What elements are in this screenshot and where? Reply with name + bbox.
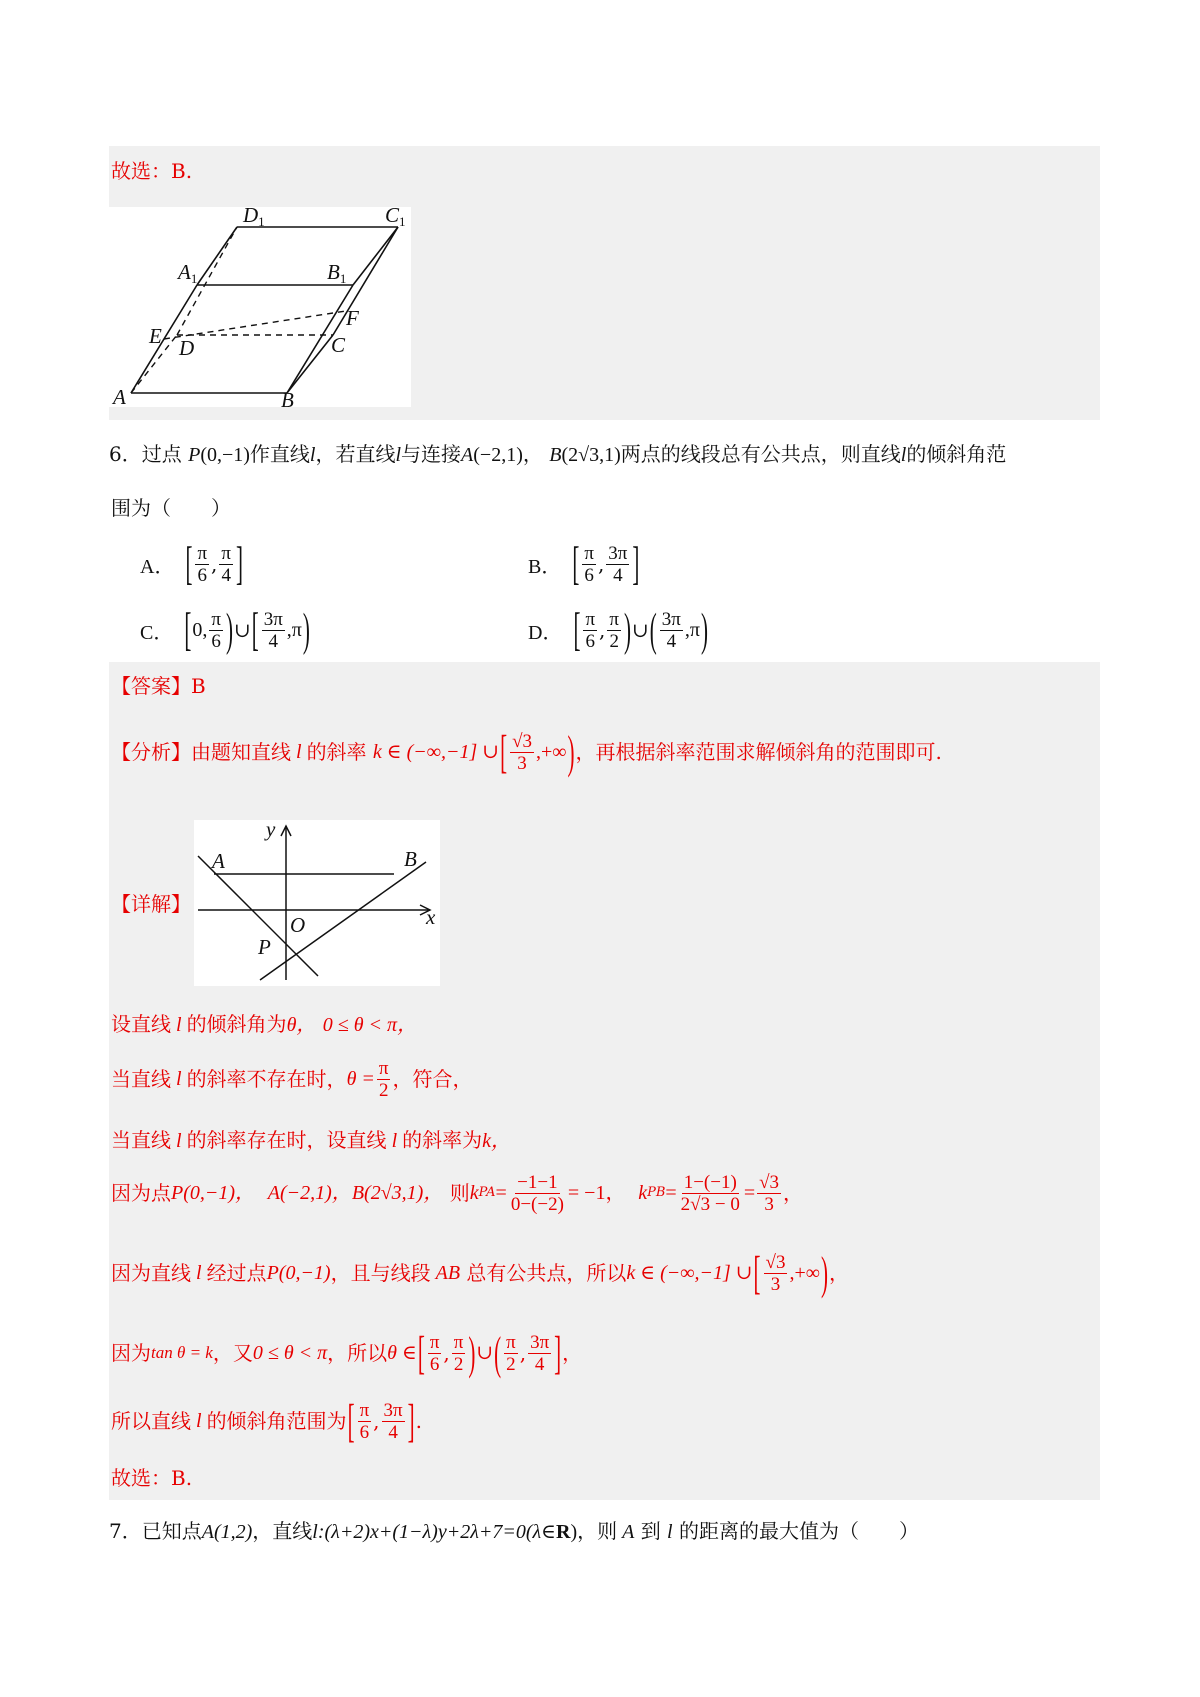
label-C1: C1 — [385, 207, 406, 229]
q6-option-c[interactable]: C． [ 0, $\frac{\pi}{6}$ ) ∪ [ $\frac{3\pi}{4}$ ,π ) — [140, 602, 310, 656]
q6-option-d[interactable]: D． [ $\frac{\pi}{6}$ , $\frac{\pi}{2}$ ) ∪ ( $\frac{3\pi}{4}$ ,π ) — [528, 602, 708, 656]
label-B: B — [404, 847, 417, 871]
label-D: D — [179, 336, 195, 360]
detail-conclusion: 故选：B. — [111, 1466, 193, 1490]
label-A: A — [113, 385, 126, 407]
label-y: y — [266, 820, 276, 841]
label-x: x — [426, 905, 436, 929]
parallelepiped-figure — [109, 207, 411, 407]
detail-step-6: 因为 tan θ = k ，又 0 ≤ θ < π ，所以 θ ∈ [ $\frac{\pi}{6}$ , $\frac{\pi}{2}$ ) ∪ ( $\frac{\pi}{2}$ , $\frac{3\pi}{4}$ ] ， — [111, 1326, 583, 1380]
detail-step-5: 因为直线 l 经过点 P(0,−1) ，且与线段 AB 总有公共点，所以 k ∈ (−∞,−1] ∪ [ $\frac{√3}{3}$ ,+∞ ) ， — [111, 1246, 850, 1300]
label-P: P — [258, 935, 271, 959]
detail-step-4: 因为点 P(0,−1)， A(−2,1)， B(2√3,1)， 则 k PA = $\frac{-1-1}{0-(-2)}$ = −1， k PB = $\frac{1-(-1)}{2√3 - 0}$ = $\frac{√3}{3}$ ， — [111, 1171, 804, 1215]
label-B1: B1 — [327, 260, 347, 286]
analysis-line: 【分析】 由题知直线 l 的斜率 k ∈ (−∞,−1] ∪ [ $\frac{√3}{3}$ ,+∞ ) ，再根据斜率范围求解倾斜角的范围即可. — [111, 725, 942, 779]
q6-stem-line2: 围为（ ） — [111, 496, 231, 520]
label-A1: A1 — [178, 260, 198, 286]
q6-option-b[interactable]: B． [ $\frac{\pi}{6}$ , $\frac{3\pi}{4}$ ] — [528, 536, 640, 590]
detail-tag: 【详解】 — [111, 892, 191, 916]
q6-stem-line1: 6．过点 P(0,−1)作直线l，若直线l与连接A(−2,1)， B(2√3,1)两点的线段总有公共点，则直线l的倾斜角范 — [109, 442, 1007, 466]
detail-step-1: 设直线 l 的倾斜角为θ， 0 ≤ θ < π， — [111, 1012, 418, 1036]
label-A: A — [212, 849, 225, 873]
prev-conclusion: 故选：B. — [111, 159, 193, 183]
detail-step-7: 所以直线 l 的倾斜角范围为 [ $\frac{\pi}{6}$ , $\frac{3\pi}{4}$ ] . — [111, 1394, 422, 1448]
detail-step-3: 当直线 l 的斜率存在时，设直线 l 的斜率为k， — [111, 1128, 512, 1152]
coordinate-figure — [194, 820, 440, 986]
answer-line: 【答案】B — [111, 674, 206, 698]
label-O: O — [290, 913, 306, 937]
q7-stem: 7．已知点A(1,2)，直线l:(λ+2)x+(1−λ)y+2λ+7=0(λ∈R)，则 A 到 l 的距离的最大值为（ ） — [109, 1519, 919, 1543]
detail-step-2: 当直线 l 的斜率不存在时， θ = $\frac{\pi}{2}$ ，符合， — [111, 1057, 473, 1101]
label-C: C — [331, 333, 346, 357]
q6-option-a[interactable]: A． [ $\frac{\pi}{6}$ , $\frac{\pi}{4}$ ] — [140, 536, 243, 590]
label-F: F — [346, 306, 359, 330]
label-D1: D1 — [243, 207, 265, 229]
label-B: B — [281, 388, 294, 407]
label-E: E — [149, 324, 162, 348]
